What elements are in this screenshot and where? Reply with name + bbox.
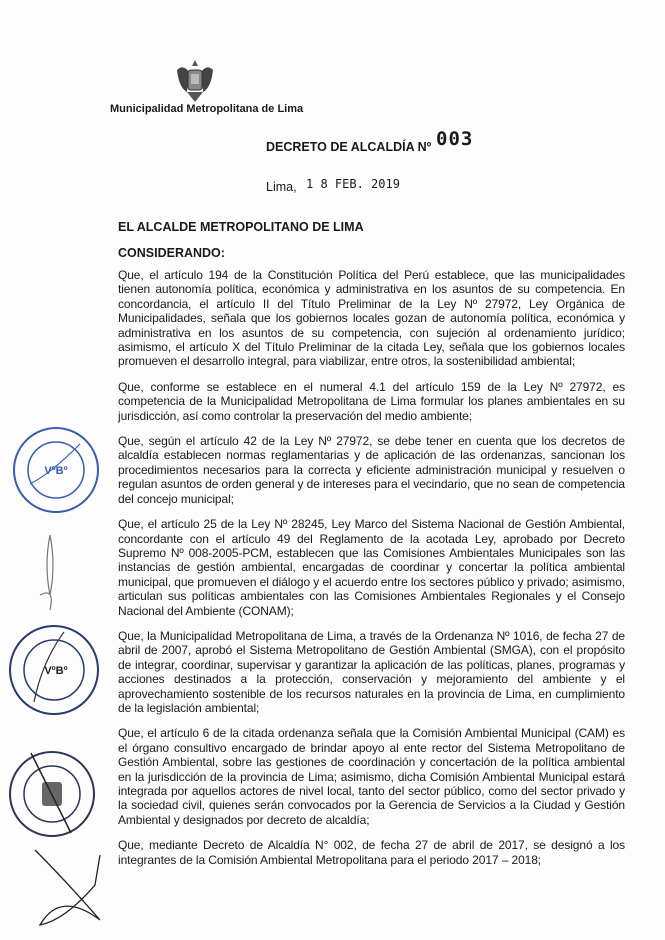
approval-stamp-environment <box>6 622 102 718</box>
paragraph: Que, la Municipalidad Metropolitana de Lima, a través de la Ordenanza Nº 1016, de fecha 27 de abril de 2007, aprobó el Sistema Metropolitano de Gestión Ambiental (SMGA), con el propósito de integrar, coordinar, supervisar y garantizar la aplicación de las políticas, planes, programas y acciones destinados a la protección, conservación y mejoramiento del ambiente y el aprovechamiento sostenible de los recursos naturales en la provincia de Lima, en cumplimiento de la legislación ambiental; <box>118 628 625 715</box>
decree-title: DECRETO DE ALCALDÍA Nº <box>266 140 432 154</box>
paragraph: Que, el artículo 194 de la Constitución Política del Perú establece, que las municipalidades tienen autonomía política, económica y administrativa en los asuntos de su competencia. En concordancia, el artículo II del Título Preliminar de la Ley Nº 27972, Ley Orgánica de Municipalidades, señala que los gobiernos locales gozan de autonomía política, económica y administrativa en los asuntos de su competencia, con sujeción al ordenamiento jurídico; asimismo, el artículo X del Título Preliminar de la citada Ley, señala que los gobiernos locales promueven el desarrollo integral, para viabilizar, entre otros, la sostenibilidad ambiental; <box>118 268 625 369</box>
stamp-center-text: VºBº <box>44 665 68 677</box>
place: Lima, <box>266 180 297 194</box>
signature-icon <box>30 444 80 484</box>
paragraph: Que, según el artículo 42 de la Ley Nº 27972, se debe tener en cuenta que los decretos de alcaldía establecen normas reglamentarias y de aplicación de las ordenanzas, sancionan los procedimientos necesarios para la correcta y eficiente administración municipal y resuelven o regulan asuntos de orden general y de intereses para el vecindario, que no sean de competencia del concejo municipal; <box>118 434 625 506</box>
paragraph: Que, mediante Decreto de Alcaldía N° 002, de fecha 27 de abril de 2017, se designó a los integrantes de la Comisión Ambiental Metropolitana para el periodo 2017 – 2018; <box>118 838 625 867</box>
seal-general-secretary <box>6 748 98 840</box>
handwritten-signature <box>30 840 110 935</box>
section-heading: CONSIDERANDO: <box>118 246 225 260</box>
approval-stamp-legal <box>10 424 102 516</box>
coat-of-arms-logo <box>175 58 215 104</box>
issuer-heading: EL ALCALDE METROPOLITANO DE LIMA <box>118 220 364 234</box>
considerations-body <box>118 268 625 867</box>
paragraph: Que, el artículo 6 de la citada ordenanza señala que la Comisión Ambiental Municipal (CAM) es el órgano consultivo encargado de brindar apoyo al ente rector del Sistema Metropolitano de Gestión Ambiental, sobre las gestiones de coordinación y concertación de la política ambiental en la jurisdicción de la provincia de Lima; asimismo, dicha Comisión Ambiental Municipal estará integrada por aquellos actores de nivel local, tanto del sector público, como del sector privado y la sociedad civil, quienes serán convocados por la Gerencia de Servicios a la Ciudad y Gestión Ambiental y designados por decreto de alcaldía; <box>118 726 625 827</box>
handwritten-signature <box>20 530 80 620</box>
stamp-center-text: VºBº <box>44 465 68 477</box>
decree-number: 003 <box>436 128 474 150</box>
organization-name: Municipalidad Metropolitana de Lima <box>110 103 304 115</box>
paragraph: Que, el artículo 25 de la Ley Nº 28245, Ley Marco del Sistema Nacional de Gestión Ambiental, concordante con el artículo 49 del Reglamento de la acotada Ley, aprobado por Decreto Supremo Nº 008-2005-PCM, establecen que las Comisiones Ambientales Municipales son las instancias de gestión ambiental, encargadas de coordinar y concertar la política ambiental municipal, que promueven el diálogo y el acuerdo entre los sectores público y privado; asimismo, articulan sus políticas ambientales con las Comisiones Ambientales Regionales y el Consejo Nacional del Ambiente (CONAM); <box>118 517 625 618</box>
date-stamp: 1 8 FEB. 2019 <box>306 177 400 191</box>
paragraph: Que, conforme se establece en el numeral 4.1 del artículo 159 de la Ley Nº 27972, es competencia de la Municipalidad Metropolitana de Lima formular los planes ambientales en su jurisdicción, así como controlar la preservación del medio ambiente; <box>118 379 625 423</box>
